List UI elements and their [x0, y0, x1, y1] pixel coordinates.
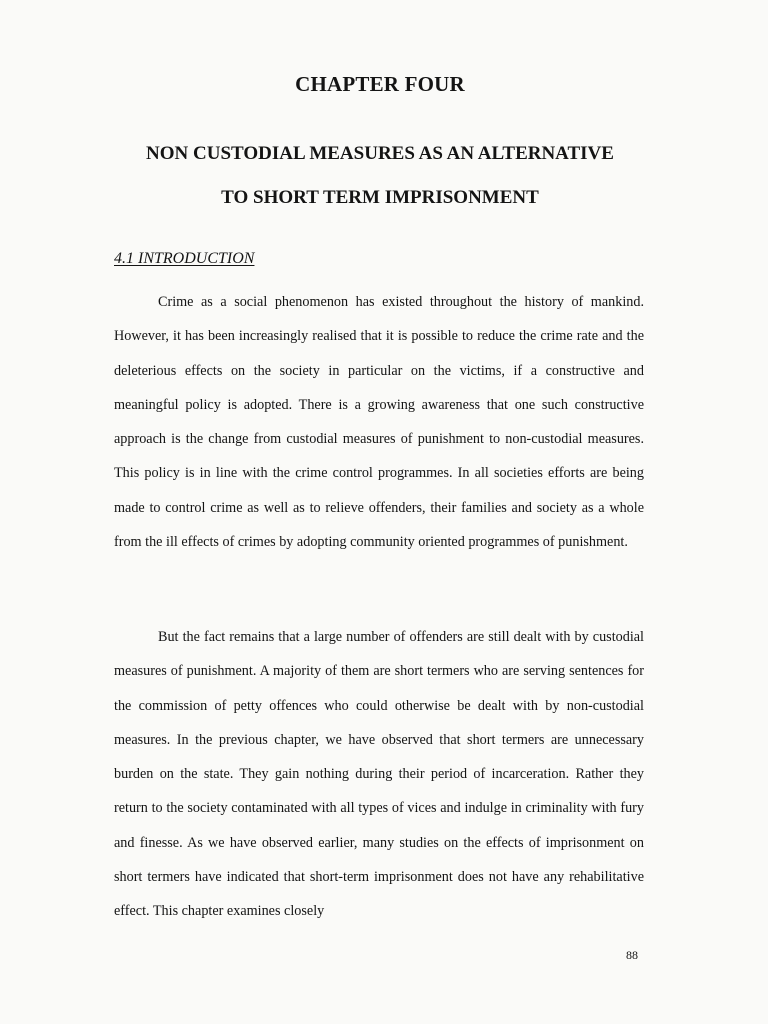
paragraph-2 [114, 620, 644, 929]
chapter-subtitle-line1: NON CUSTODIAL MEASURES AS AN ALTERNATIVE [146, 143, 614, 164]
section-heading: 4.1 INTRODUCTION [114, 250, 255, 267]
chapter-subtitle-line2: TO SHORT TERM IMPRISONMENT [221, 187, 539, 208]
paragraph-2-text: But the fact remains that a large number of offenders are still dealt with by custodial measures of punishment. A majority of them are short termers who are serving sentences for the commission of petty offences who could otherwise be dealt with by non-custodial measures. In the previous chapter, we have observed that short termers are unnecessary burden on the state. They gain nothing during their period of incarceration. Rather they return to the society contaminated with all types of vices and indulge in criminality with fury and finesse. As we have observed earlier, many studies on the effects of imprisonment on short termers have indicated that short-term imprisonment does not have any rehabilitative effect. This chapter examines closely [114, 629, 644, 920]
page-number: 88 [626, 948, 638, 962]
paragraph-1 [114, 285, 644, 559]
chapter-title: CHAPTER FOUR [295, 72, 465, 96]
paragraph-1-text: Crime as a social phenomenon has existed throughout the history of mankind. However, it has been increasingly realised that it is possible to reduce the crime rate and the deleterious effects on the society in particular on the victims, if a constructive and meaningful policy is adopted. There is a growing awareness that one such constructive approach is the change from custodial measures of punishment to non-custodial measures. This policy is in line with the crime control programmes. In all societies efforts are being made to control crime as well as to relieve offenders, their families and society as a whole from the ill effects of crimes by adopting community oriented programmes of punishment. [114, 294, 644, 551]
